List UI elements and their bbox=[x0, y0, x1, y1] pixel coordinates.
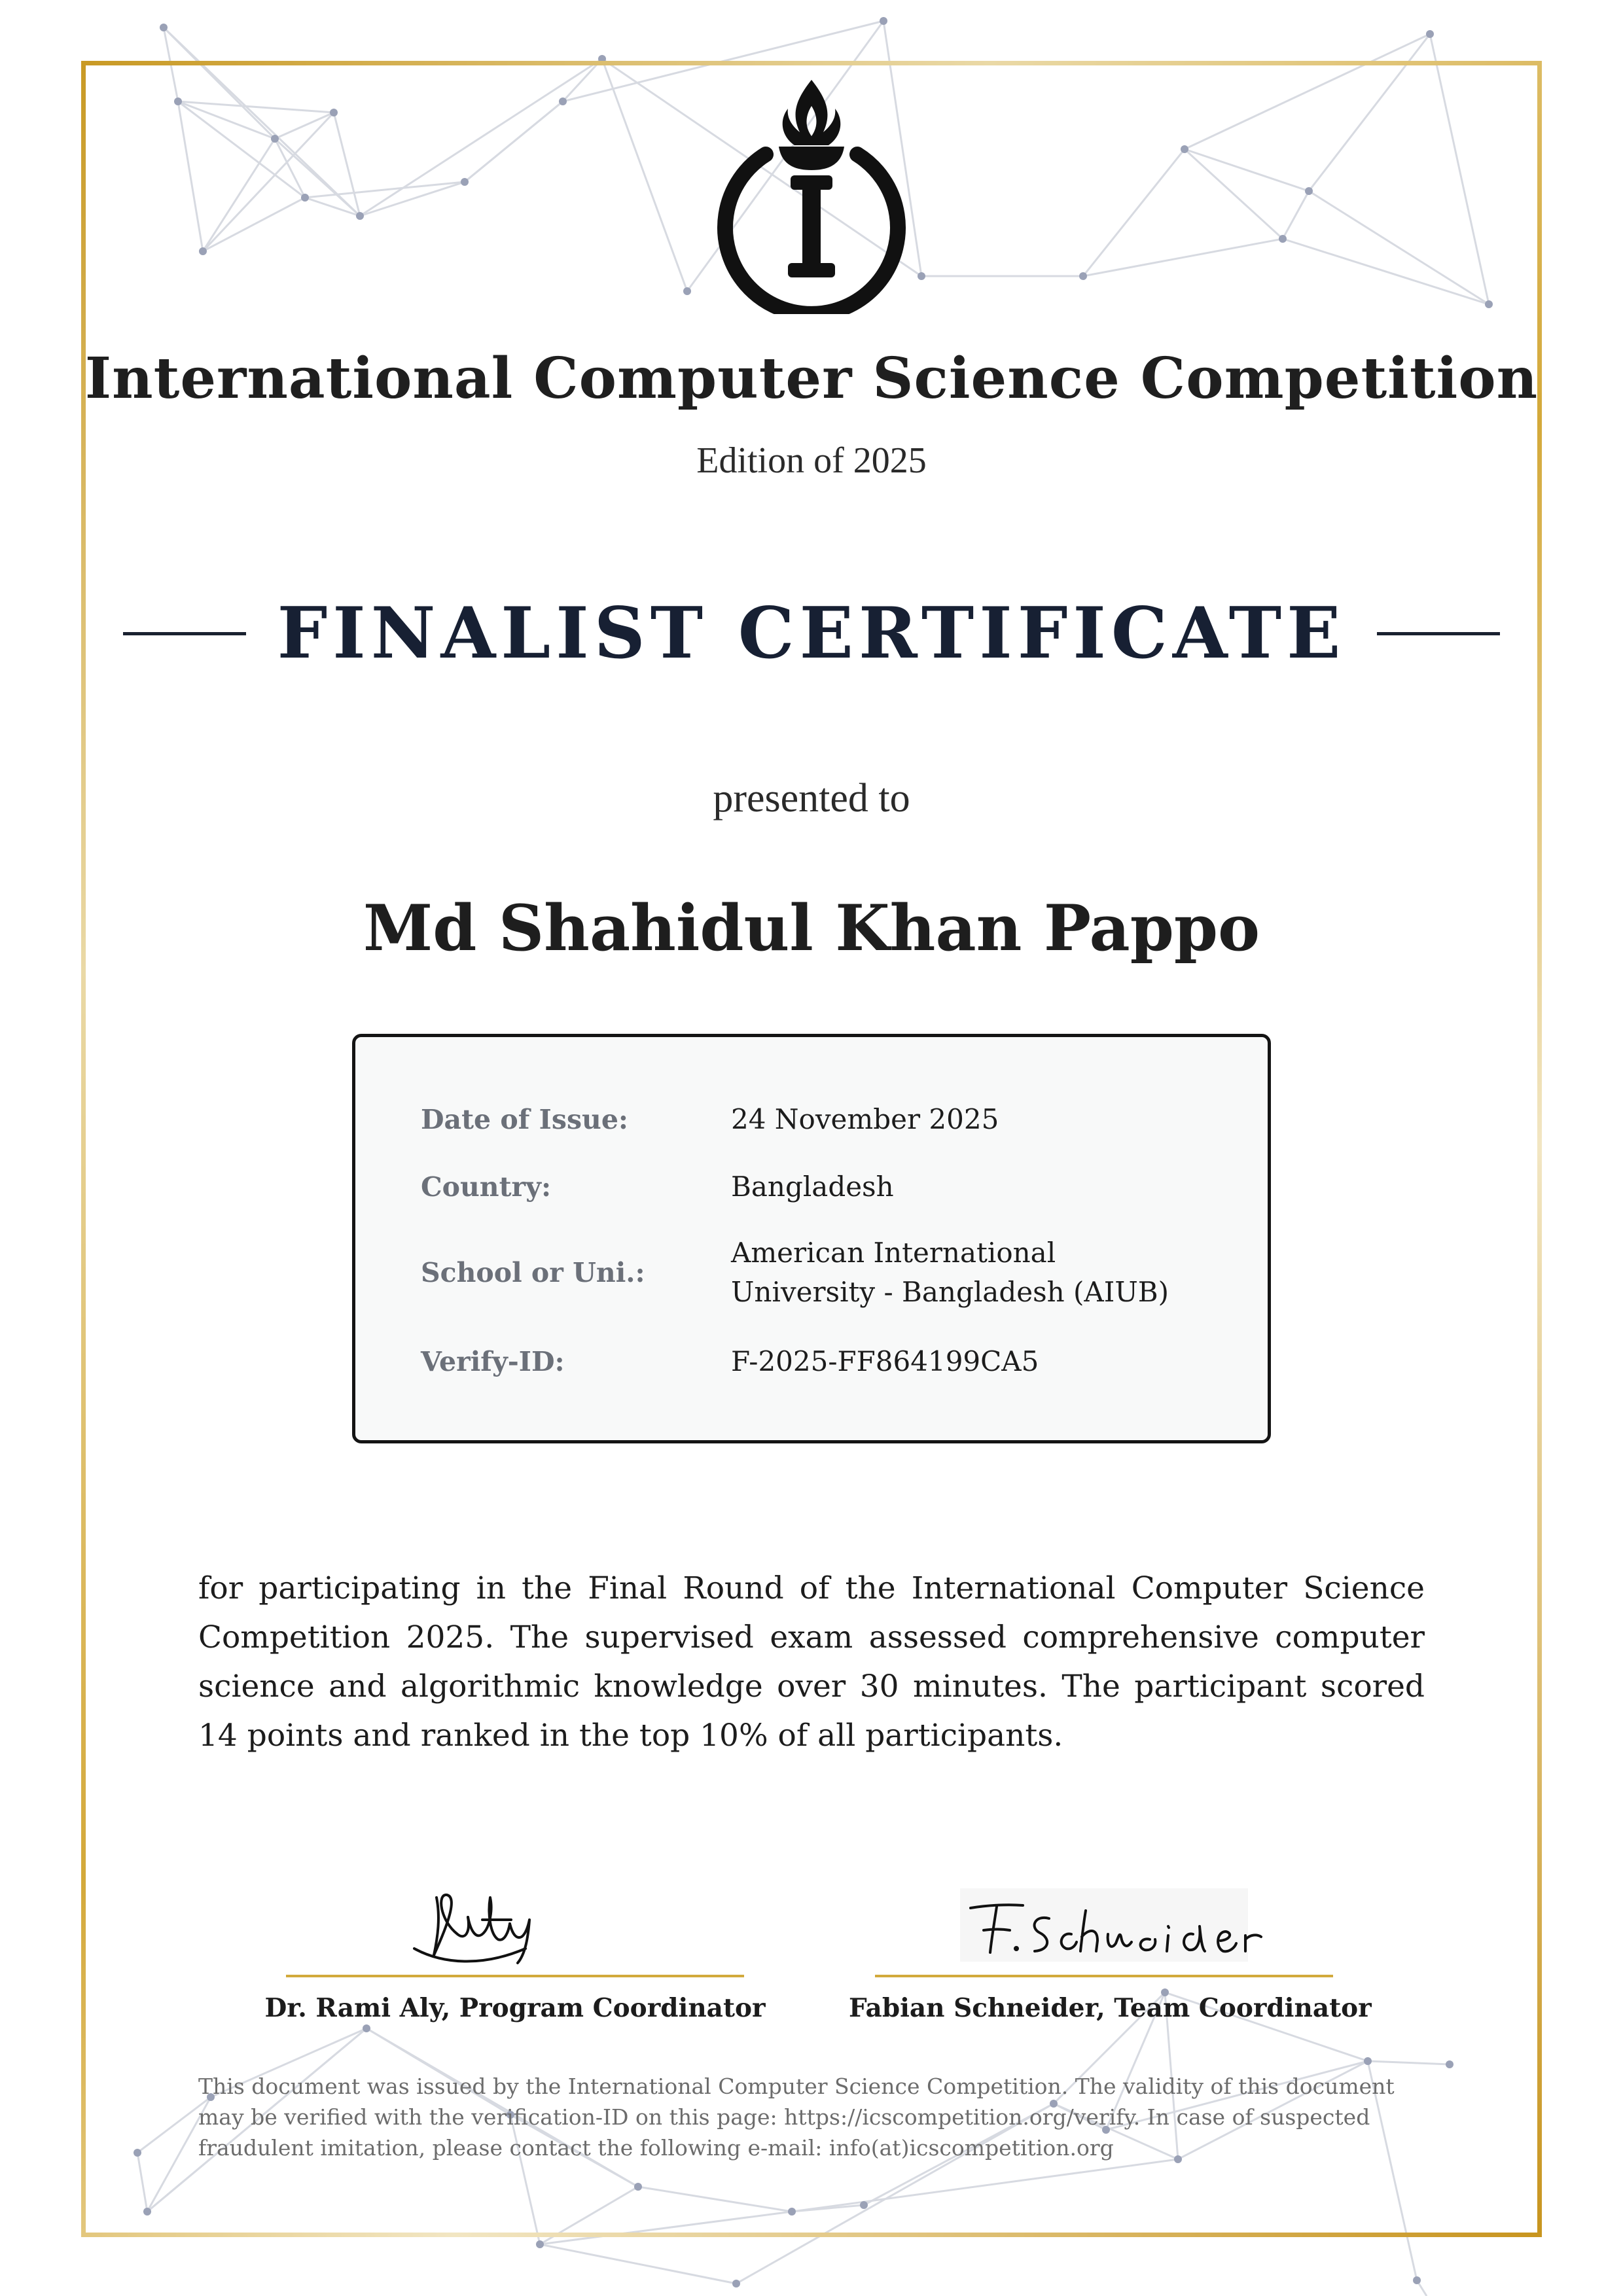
detail-label: Verify-ID: bbox=[421, 1346, 565, 1377]
detail-label: Date of Issue: bbox=[421, 1104, 629, 1135]
detail-value: 24 November 2025 bbox=[731, 1103, 999, 1135]
signatory-name: Fabian Schneider, Team Coordinator bbox=[849, 1993, 1372, 2023]
certificate-title: FINALIST CERTIFICATE bbox=[277, 592, 1346, 675]
detail-row-country bbox=[421, 1167, 1206, 1207]
heading-rule-right bbox=[1377, 632, 1500, 635]
competition-title: International Computer Science Competition bbox=[84, 345, 1539, 412]
detail-value: American International University - Bangladesh (AIUB) bbox=[731, 1237, 1169, 1308]
signature-fabian-schneider bbox=[875, 1871, 1333, 1976]
detail-label: School or Uni.: bbox=[421, 1257, 645, 1288]
detail-row-school bbox=[421, 1233, 1206, 1312]
detail-label: Country: bbox=[421, 1171, 552, 1203]
certificate-heading bbox=[81, 592, 1542, 675]
certificate-body-text: for participating in the Final Round of the International Computer Science Competition 2025. The supervised exam assessed comprehensive computer science and algorithmic knowledge over 30 minutes. The participant scored 14 points and ranked in the top 10% of all participants. bbox=[198, 1570, 1425, 1754]
detail-value: Bangladesh bbox=[731, 1171, 894, 1203]
detail-row-date bbox=[421, 1100, 1206, 1139]
detail-row-verify-id bbox=[421, 1342, 1206, 1381]
edition-label: Edition of 2025 bbox=[696, 440, 927, 481]
detail-value: F-2025-FF864199CA5 bbox=[731, 1345, 1039, 1377]
signature-line bbox=[286, 1975, 744, 1977]
verification-footer-text: This document was issued by the International Computer Science Competition. The validity of this document may be verified with the verification-ID on this page: https://icscompetition.org/verify. In case of suspected fraudulent imitation, please contact the following e-mail: info(at)icscompetition.org bbox=[198, 2074, 1395, 2161]
signature-rami-aly bbox=[286, 1871, 744, 1976]
recipient-name: Md Shahidul Khan Pappo bbox=[363, 891, 1260, 965]
details-box bbox=[352, 1034, 1271, 1443]
signature-line bbox=[875, 1975, 1333, 1977]
presented-to-label: presented to bbox=[713, 776, 910, 821]
signatory-name: Dr. Rami Aly, Program Coordinator bbox=[264, 1993, 766, 2023]
heading-rule-left bbox=[123, 632, 246, 635]
torch-circle-logo-icon bbox=[713, 72, 910, 314]
